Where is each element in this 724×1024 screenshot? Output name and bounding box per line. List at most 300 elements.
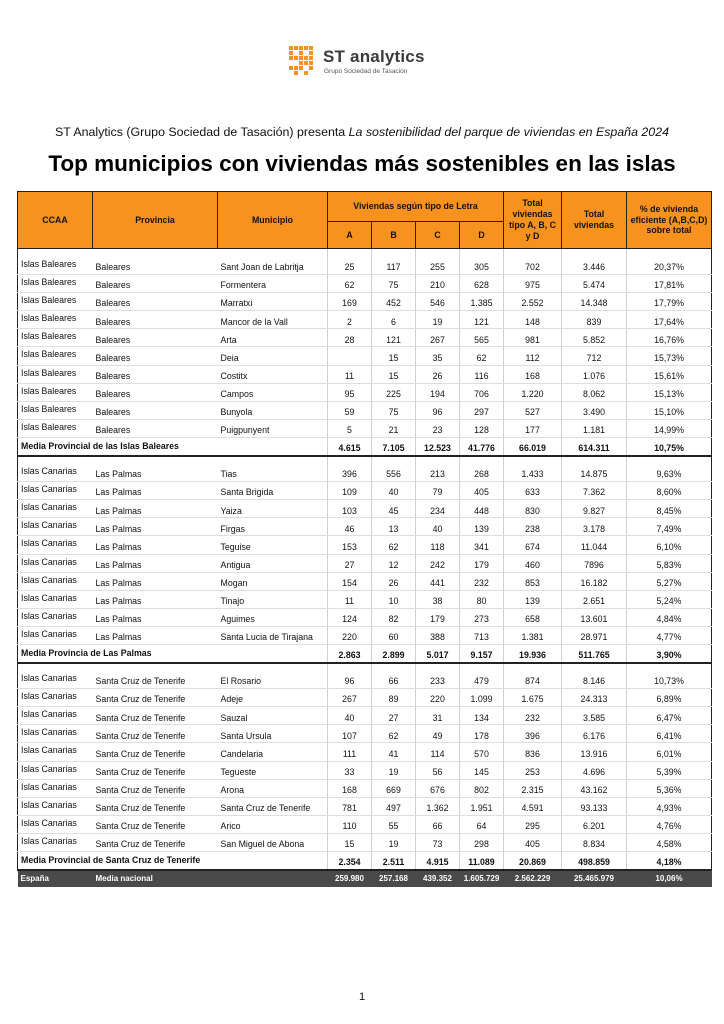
cell-average-label: Media Provincial de las Islas Baleares xyxy=(18,437,328,455)
cell-national-d: 1.605.729 xyxy=(460,870,504,887)
cell-provincia: Baleares xyxy=(93,275,218,293)
cell-avg-pct: 10,75% xyxy=(627,437,712,455)
cell-b: 556 xyxy=(372,464,416,482)
cell-t: 633 xyxy=(504,482,562,500)
cell-c: 96 xyxy=(416,401,460,419)
cell-c: 179 xyxy=(416,608,460,626)
cell-b: 27 xyxy=(372,707,416,725)
cell-provincia: Baleares xyxy=(93,311,218,329)
cell-provincia: Santa Cruz de Tenerife xyxy=(93,779,218,797)
cell-ccaa: Islas Canarias xyxy=(18,797,93,815)
cell-ccaa: Islas Canarias xyxy=(18,815,93,833)
cell-municipio: Mancor de la Vall xyxy=(218,311,328,329)
table-row xyxy=(18,482,712,500)
table-row xyxy=(18,743,712,761)
cell-a: 220 xyxy=(328,626,372,644)
table-body xyxy=(18,249,712,887)
cell-c: 56 xyxy=(416,761,460,779)
cell-a: 110 xyxy=(328,815,372,833)
table-row xyxy=(18,293,712,311)
cell-t: 1.381 xyxy=(504,626,562,644)
cell-provincia: Santa Cruz de Tenerife xyxy=(93,671,218,689)
cell-d: 268 xyxy=(460,464,504,482)
cell-municipio: Puigpunyent xyxy=(218,419,328,437)
cell-a: 124 xyxy=(328,608,372,626)
cell-d: 273 xyxy=(460,608,504,626)
col-municipio: Municipio xyxy=(218,192,328,249)
cell-c: 441 xyxy=(416,572,460,590)
cell-a: 109 xyxy=(328,482,372,500)
cell-pct: 15,61% xyxy=(627,365,712,383)
col-provincia: Provincia xyxy=(93,192,218,249)
cell-municipio: San Miguel de Abona xyxy=(218,833,328,851)
cell-pct: 8,60% xyxy=(627,482,712,500)
cell-tot: 43.162 xyxy=(562,779,627,797)
cell-pct: 5,39% xyxy=(627,761,712,779)
cell-c: 213 xyxy=(416,464,460,482)
cell-ccaa: Islas Canarias xyxy=(18,671,93,689)
cell-municipio: Tegueste xyxy=(218,761,328,779)
cell-d: 179 xyxy=(460,554,504,572)
cell-pct: 17,79% xyxy=(627,293,712,311)
provincial-average-row xyxy=(18,437,712,455)
intro-report-title: La sostenibilidad del parque de viviendas en España 2024 xyxy=(348,125,669,139)
cell-pct: 6,89% xyxy=(627,689,712,707)
cell-avg-t: 66.019 xyxy=(504,437,562,455)
cell-municipio: El Rosario xyxy=(218,671,328,689)
cell-provincia: Santa Cruz de Tenerife xyxy=(93,797,218,815)
col-ccaa: CCAA xyxy=(18,192,93,249)
cell-ccaa: Islas Baleares xyxy=(18,419,93,437)
cell-national-ccaa: España xyxy=(18,870,93,887)
cell-pct: 5,27% xyxy=(627,572,712,590)
table-row xyxy=(18,464,712,482)
cell-t: 295 xyxy=(504,815,562,833)
table-row xyxy=(18,779,712,797)
cell-t: 148 xyxy=(504,311,562,329)
cell-a: 62 xyxy=(328,275,372,293)
table-row xyxy=(18,797,712,815)
cell-provincia: Santa Cruz de Tenerife xyxy=(93,707,218,725)
col-letter-b: B xyxy=(372,222,416,249)
cell-tot: 8.062 xyxy=(562,383,627,401)
table-row xyxy=(18,626,712,644)
provincial-average-row xyxy=(18,644,712,662)
cell-a: 154 xyxy=(328,572,372,590)
cell-d: 297 xyxy=(460,401,504,419)
table-row xyxy=(18,689,712,707)
cell-avg-d: 9.157 xyxy=(460,644,504,662)
table-row xyxy=(18,383,712,401)
cell-c: 220 xyxy=(416,689,460,707)
cell-b: 669 xyxy=(372,779,416,797)
cell-pct: 7,49% xyxy=(627,518,712,536)
cell-t: 405 xyxy=(504,833,562,851)
cell-ccaa: Islas Canarias xyxy=(18,590,93,608)
cell-municipio: Tias xyxy=(218,464,328,482)
cell-provincia: Las Palmas xyxy=(93,590,218,608)
cell-b: 117 xyxy=(372,257,416,275)
cell-provincia: Las Palmas xyxy=(93,482,218,500)
cell-tot: 3.490 xyxy=(562,401,627,419)
cell-b: 75 xyxy=(372,275,416,293)
cell-t: 853 xyxy=(504,572,562,590)
cell-pct: 17,81% xyxy=(627,275,712,293)
municipalities-table xyxy=(17,191,712,887)
table-row xyxy=(18,815,712,833)
cell-a: 168 xyxy=(328,779,372,797)
cell-ccaa: Islas Baleares xyxy=(18,383,93,401)
cell-avg-c: 12.523 xyxy=(416,437,460,455)
cell-ccaa: Islas Canarias xyxy=(18,833,93,851)
cell-provincia: Baleares xyxy=(93,383,218,401)
cell-c: 31 xyxy=(416,707,460,725)
cell-a: 103 xyxy=(328,500,372,518)
cell-t: 2.315 xyxy=(504,779,562,797)
table-row xyxy=(18,572,712,590)
table-row xyxy=(18,608,712,626)
cell-a: 11 xyxy=(328,365,372,383)
cell-d: 706 xyxy=(460,383,504,401)
table-row xyxy=(18,419,712,437)
col-total: Total viviendas xyxy=(562,192,627,249)
table-row xyxy=(18,275,712,293)
cell-pct: 6,47% xyxy=(627,707,712,725)
table-row xyxy=(18,725,712,743)
logo xyxy=(287,44,437,82)
cell-tot: 13.916 xyxy=(562,743,627,761)
cell-avg-b: 7.105 xyxy=(372,437,416,455)
cell-tot: 1.076 xyxy=(562,365,627,383)
cell-avg-pct: 3,90% xyxy=(627,644,712,662)
table-row xyxy=(18,365,712,383)
cell-a: 46 xyxy=(328,518,372,536)
cell-b: 45 xyxy=(372,500,416,518)
cell-municipio: Firgas xyxy=(218,518,328,536)
cell-avg-c: 4.915 xyxy=(416,852,460,870)
cell-municipio: Mogan xyxy=(218,572,328,590)
cell-tot: 16.182 xyxy=(562,572,627,590)
cell-a: 27 xyxy=(328,554,372,572)
cell-c: 73 xyxy=(416,833,460,851)
cell-municipio: Aguimes xyxy=(218,608,328,626)
cell-tot: 28.971 xyxy=(562,626,627,644)
cell-tot: 8.834 xyxy=(562,833,627,851)
cell-a: 96 xyxy=(328,671,372,689)
cell-national-c: 439.352 xyxy=(416,870,460,887)
cell-provincia: Santa Cruz de Tenerife xyxy=(93,761,218,779)
cell-b: 21 xyxy=(372,419,416,437)
cell-pct: 15,73% xyxy=(627,347,712,365)
cell-municipio: Tinajo xyxy=(218,590,328,608)
cell-d: 298 xyxy=(460,833,504,851)
cell-b: 41 xyxy=(372,743,416,761)
cell-t: 981 xyxy=(504,329,562,347)
cell-avg-tot: 614.311 xyxy=(562,437,627,455)
cell-tot: 24.313 xyxy=(562,689,627,707)
cell-c: 267 xyxy=(416,329,460,347)
cell-ccaa: Islas Canarias xyxy=(18,743,93,761)
cell-ccaa: Islas Canarias xyxy=(18,554,93,572)
cell-municipio: Bunyola xyxy=(218,401,328,419)
cell-avg-tot: 498.859 xyxy=(562,852,627,870)
cell-municipio: Sauzal xyxy=(218,707,328,725)
cell-b: 15 xyxy=(372,347,416,365)
cell-national-b: 257.168 xyxy=(372,870,416,887)
cell-d: 145 xyxy=(460,761,504,779)
cell-a: 59 xyxy=(328,401,372,419)
page-title: Top municipios con viviendas más sostenibles en las islas xyxy=(48,151,676,176)
cell-d: 1.099 xyxy=(460,689,504,707)
cell-tot: 712 xyxy=(562,347,627,365)
cell-municipio: Antigua xyxy=(218,554,328,572)
cell-ccaa: Islas Baleares xyxy=(18,329,93,347)
cell-c: 66 xyxy=(416,815,460,833)
cell-avg-a: 2.863 xyxy=(328,644,372,662)
cell-pct: 15,13% xyxy=(627,383,712,401)
cell-c: 255 xyxy=(416,257,460,275)
cell-d: 232 xyxy=(460,572,504,590)
cell-ccaa: Islas Canarias xyxy=(18,500,93,518)
cell-t: 396 xyxy=(504,725,562,743)
cell-t: 874 xyxy=(504,671,562,689)
cell-municipio: Santa Lucia de Tirajana xyxy=(218,626,328,644)
cell-c: 118 xyxy=(416,536,460,554)
cell-t: 168 xyxy=(504,365,562,383)
cell-ccaa: Islas Baleares xyxy=(18,347,93,365)
cell-municipio: Yaiza xyxy=(218,500,328,518)
cell-national-tot: 25.465.979 xyxy=(562,870,627,887)
cell-pct: 4,77% xyxy=(627,626,712,644)
cell-provincia: Baleares xyxy=(93,365,218,383)
cell-pct: 6,10% xyxy=(627,536,712,554)
cell-a: 153 xyxy=(328,536,372,554)
cell-c: 26 xyxy=(416,365,460,383)
logo-subtitle: Grupo Sociedad de Tasación xyxy=(324,68,408,75)
cell-a: 2 xyxy=(328,311,372,329)
cell-provincia: Las Palmas xyxy=(93,554,218,572)
cell-tot: 8.146 xyxy=(562,671,627,689)
cell-avg-d: 41.776 xyxy=(460,437,504,455)
cell-avg-a: 2.354 xyxy=(328,852,372,870)
cell-a: 396 xyxy=(328,464,372,482)
cell-a: 25 xyxy=(328,257,372,275)
cell-average-label: Media Provincia de Las Palmas xyxy=(18,644,328,662)
cell-provincia: Las Palmas xyxy=(93,608,218,626)
col-pct: % de vivienda eficiente (A,B,C,D) sobre total xyxy=(627,192,712,249)
cell-b: 26 xyxy=(372,572,416,590)
cell-ccaa: Islas Baleares xyxy=(18,275,93,293)
cell-national-pct: 10,06% xyxy=(627,870,712,887)
cell-pct: 4,58% xyxy=(627,833,712,851)
cell-c: 234 xyxy=(416,500,460,518)
cell-a: 33 xyxy=(328,761,372,779)
cell-a: 107 xyxy=(328,725,372,743)
cell-tot: 6.176 xyxy=(562,725,627,743)
cell-a: 95 xyxy=(328,383,372,401)
cell-avg-t: 20.869 xyxy=(504,852,562,870)
cell-d: 80 xyxy=(460,590,504,608)
cell-municipio: Deia xyxy=(218,347,328,365)
cell-tot: 14.348 xyxy=(562,293,627,311)
cell-municipio: Campos xyxy=(218,383,328,401)
cell-avg-pct: 4,18% xyxy=(627,852,712,870)
cell-t: 4.591 xyxy=(504,797,562,815)
cell-c: 546 xyxy=(416,293,460,311)
cell-provincia: Baleares xyxy=(93,293,218,311)
cell-a: 28 xyxy=(328,329,372,347)
col-letter-a: A xyxy=(328,222,372,249)
cell-municipio: Costitx xyxy=(218,365,328,383)
cell-tot: 93.133 xyxy=(562,797,627,815)
cell-tot: 839 xyxy=(562,311,627,329)
cell-c: 79 xyxy=(416,482,460,500)
cell-d: 479 xyxy=(460,671,504,689)
cell-pct: 4,76% xyxy=(627,815,712,833)
cell-t: 975 xyxy=(504,275,562,293)
cell-t: 177 xyxy=(504,419,562,437)
cell-d: 341 xyxy=(460,536,504,554)
cell-t: 460 xyxy=(504,554,562,572)
cell-provincia: Las Palmas xyxy=(93,500,218,518)
cell-ccaa: Islas Baleares xyxy=(18,401,93,419)
cell-d: 570 xyxy=(460,743,504,761)
cell-pct: 15,10% xyxy=(627,401,712,419)
cell-d: 121 xyxy=(460,311,504,329)
national-average-row xyxy=(18,870,712,887)
cell-tot: 14.875 xyxy=(562,464,627,482)
cell-d: 116 xyxy=(460,365,504,383)
cell-c: 210 xyxy=(416,275,460,293)
cell-avg-c: 5.017 xyxy=(416,644,460,662)
cell-provincia: Las Palmas xyxy=(93,536,218,554)
cell-municipio: Santa Ursula xyxy=(218,725,328,743)
table-row xyxy=(18,554,712,572)
cell-c: 388 xyxy=(416,626,460,644)
cell-tot: 9.827 xyxy=(562,500,627,518)
cell-pct: 6,41% xyxy=(627,725,712,743)
cell-ccaa: Islas Canarias xyxy=(18,761,93,779)
cell-tot: 6.201 xyxy=(562,815,627,833)
cell-d: 802 xyxy=(460,779,504,797)
cell-d: 134 xyxy=(460,707,504,725)
cell-c: 19 xyxy=(416,311,460,329)
cell-c: 40 xyxy=(416,518,460,536)
cell-t: 836 xyxy=(504,743,562,761)
cell-pct: 4,84% xyxy=(627,608,712,626)
cell-b: 62 xyxy=(372,536,416,554)
cell-pct: 9,63% xyxy=(627,464,712,482)
cell-d: 405 xyxy=(460,482,504,500)
cell-tot: 3.178 xyxy=(562,518,627,536)
cell-avg-tot: 511.765 xyxy=(562,644,627,662)
table-row xyxy=(18,257,712,275)
cell-d: 128 xyxy=(460,419,504,437)
cell-pct: 6,01% xyxy=(627,743,712,761)
cell-c: 1.362 xyxy=(416,797,460,815)
cell-pct: 20,37% xyxy=(627,257,712,275)
cell-tot: 3.446 xyxy=(562,257,627,275)
st-logo-icon xyxy=(287,44,319,78)
cell-a: 40 xyxy=(328,707,372,725)
cell-tot: 11.044 xyxy=(562,536,627,554)
cell-avg-b: 2.511 xyxy=(372,852,416,870)
intro-line xyxy=(0,125,724,139)
cell-d: 305 xyxy=(460,257,504,275)
cell-b: 497 xyxy=(372,797,416,815)
cell-municipio: Formentera xyxy=(218,275,328,293)
cell-ccaa: Islas Baleares xyxy=(18,257,93,275)
cell-d: 628 xyxy=(460,275,504,293)
logo-name: ST analytics xyxy=(323,47,425,66)
cell-ccaa: Islas Canarias xyxy=(18,464,93,482)
cell-tot: 4.696 xyxy=(562,761,627,779)
cell-a: 11 xyxy=(328,590,372,608)
cell-t: 2.552 xyxy=(504,293,562,311)
page-number: 1 xyxy=(358,991,366,1003)
cell-provincia: Baleares xyxy=(93,419,218,437)
cell-ccaa: Islas Canarias xyxy=(18,626,93,644)
cell-c: 676 xyxy=(416,779,460,797)
cell-pct: 14,99% xyxy=(627,419,712,437)
cell-b: 19 xyxy=(372,833,416,851)
cell-ccaa: Islas Baleares xyxy=(18,365,93,383)
cell-ccaa: Islas Canarias xyxy=(18,608,93,626)
cell-provincia: Santa Cruz de Tenerife xyxy=(93,689,218,707)
cell-ccaa: Islas Canarias xyxy=(18,707,93,725)
cell-ccaa: Islas Baleares xyxy=(18,293,93,311)
cell-ccaa: Islas Canarias xyxy=(18,689,93,707)
cell-pct: 16,76% xyxy=(627,329,712,347)
cell-tot: 5.474 xyxy=(562,275,627,293)
col-group-letters: Viviendas según tipo de Letra xyxy=(328,192,504,222)
cell-ccaa: Islas Canarias xyxy=(18,725,93,743)
cell-b: 19 xyxy=(372,761,416,779)
table-row xyxy=(18,311,712,329)
cell-tot: 13.601 xyxy=(562,608,627,626)
cell-b: 89 xyxy=(372,689,416,707)
cell-pct: 5,24% xyxy=(627,590,712,608)
cell-a: 267 xyxy=(328,689,372,707)
cell-provincia: Santa Cruz de Tenerife xyxy=(93,833,218,851)
cell-t: 253 xyxy=(504,761,562,779)
cell-b: 75 xyxy=(372,401,416,419)
cell-ccaa: Islas Canarias xyxy=(18,779,93,797)
cell-national-label: Media nacional xyxy=(93,870,328,887)
table-row xyxy=(18,329,712,347)
cell-municipio: Arico xyxy=(218,815,328,833)
table-row xyxy=(18,833,712,851)
cell-provincia: Santa Cruz de Tenerife xyxy=(93,725,218,743)
cell-t: 702 xyxy=(504,257,562,275)
cell-pct: 5,36% xyxy=(627,779,712,797)
cell-a: 169 xyxy=(328,293,372,311)
cell-avg-d: 11.089 xyxy=(460,852,504,870)
cell-c: 194 xyxy=(416,383,460,401)
cell-t: 658 xyxy=(504,608,562,626)
cell-provincia: Baleares xyxy=(93,329,218,347)
cell-tot: 3.585 xyxy=(562,707,627,725)
cell-b: 13 xyxy=(372,518,416,536)
cell-b: 82 xyxy=(372,608,416,626)
cell-avg-t: 19.936 xyxy=(504,644,562,662)
cell-ccaa: Islas Canarias xyxy=(18,536,93,554)
cell-pct: 4,93% xyxy=(627,797,712,815)
cell-ccaa: Islas Baleares xyxy=(18,311,93,329)
cell-municipio: Teguise xyxy=(218,536,328,554)
cell-provincia: Baleares xyxy=(93,257,218,275)
cell-d: 565 xyxy=(460,329,504,347)
